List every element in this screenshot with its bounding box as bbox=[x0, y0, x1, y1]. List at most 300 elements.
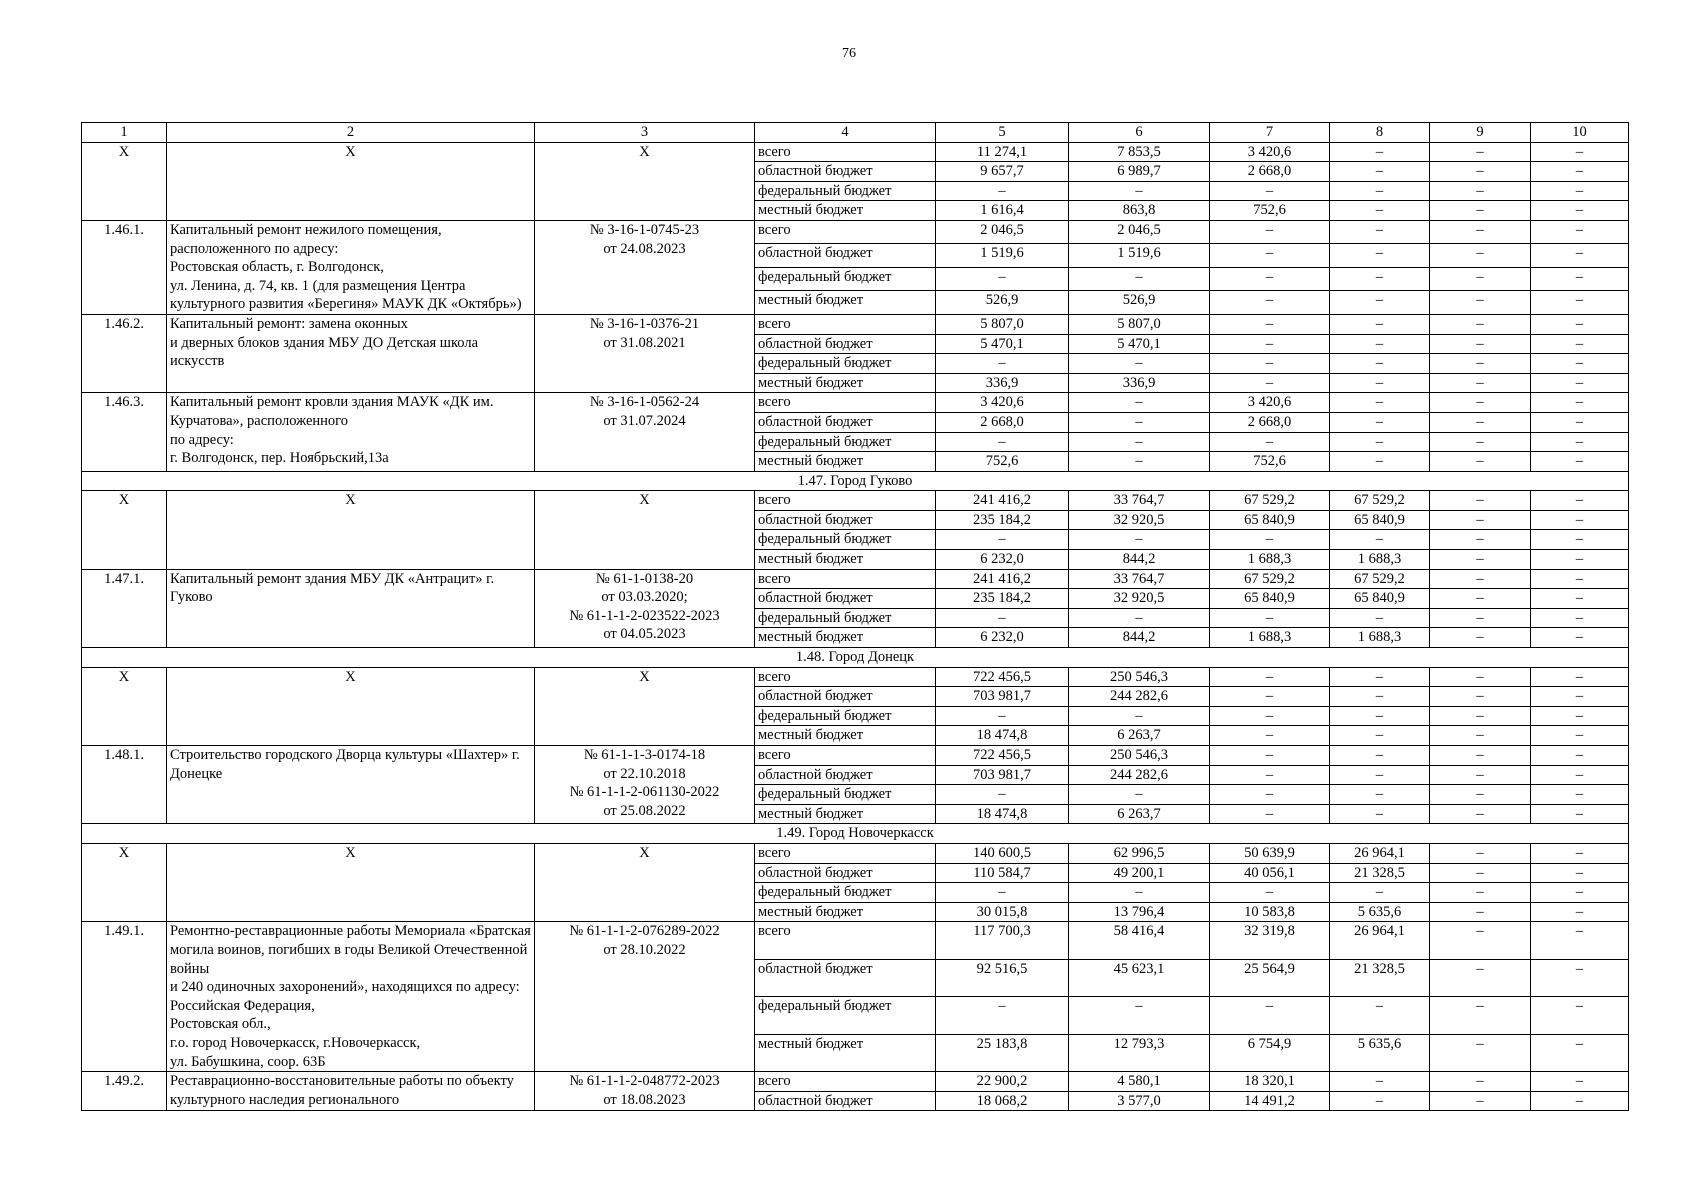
budget-value: – bbox=[1210, 181, 1330, 201]
budget-value: 722 456,5 bbox=[936, 746, 1069, 766]
budget-value: – bbox=[1069, 354, 1210, 374]
budget-value: – bbox=[1069, 706, 1210, 726]
item-name: Капитальный ремонт кровли здания МАУК «ДК им. Курчатова», расположенного по адресу: г. Волгодонск, пер. Ноябрьский,13а bbox=[167, 393, 535, 471]
budget-source: областной бюджет bbox=[755, 765, 936, 785]
budget-value: 3 577,0 bbox=[1069, 1091, 1210, 1111]
budget-value: – bbox=[1531, 373, 1629, 393]
budget-value: 18 474,8 bbox=[936, 726, 1069, 746]
budget-value: – bbox=[1210, 804, 1330, 824]
budget-value: 2 668,0 bbox=[1210, 162, 1330, 182]
budget-source: местный бюджет bbox=[755, 373, 936, 393]
budget-value: 18 068,2 bbox=[936, 1091, 1069, 1111]
budget-value: – bbox=[1430, 706, 1531, 726]
budget-value: – bbox=[1531, 959, 1629, 996]
budget-value: – bbox=[936, 706, 1069, 726]
budget-source: всего bbox=[755, 746, 936, 766]
budget-value: – bbox=[1430, 267, 1531, 290]
budget-value: – bbox=[1210, 765, 1330, 785]
budget-value: 6 263,7 bbox=[1069, 804, 1210, 824]
budget-value: – bbox=[1210, 785, 1330, 805]
budget-value: 2 668,0 bbox=[936, 412, 1069, 432]
budget-value: – bbox=[1430, 244, 1531, 267]
budget-value: – bbox=[1531, 334, 1629, 354]
budget-value: 336,9 bbox=[1069, 373, 1210, 393]
budget-value: 6 232,0 bbox=[936, 628, 1069, 648]
budget-source: всего bbox=[755, 667, 936, 687]
budget-source: федеральный бюджет bbox=[755, 267, 936, 290]
budget-source: областной бюджет bbox=[755, 412, 936, 432]
budget-source: местный бюджет bbox=[755, 1034, 936, 1071]
document-reference: X bbox=[535, 843, 755, 921]
budget-value: 4 580,1 bbox=[1069, 1072, 1210, 1092]
budget-value: – bbox=[1210, 530, 1330, 550]
budget-value: 3 420,6 bbox=[1210, 393, 1330, 413]
budget-value: – bbox=[1210, 726, 1330, 746]
budget-value: – bbox=[1531, 706, 1629, 726]
budget-value: – bbox=[1430, 491, 1531, 511]
budget-value: – bbox=[1531, 804, 1629, 824]
item-name: Капитальный ремонт: замена оконных и дверных блоков здания МБУ ДО Детская школа искусств bbox=[167, 314, 535, 392]
budget-value: – bbox=[936, 181, 1069, 201]
budget-value: – bbox=[1330, 883, 1430, 903]
budget-value: – bbox=[1430, 530, 1531, 550]
budget-value: – bbox=[1430, 354, 1531, 374]
budget-value: 30 015,8 bbox=[936, 902, 1069, 922]
budget-value: – bbox=[1430, 687, 1531, 707]
document-reference: X bbox=[535, 491, 755, 569]
budget-value: 18 474,8 bbox=[936, 804, 1069, 824]
budget-value: 21 328,5 bbox=[1330, 863, 1430, 883]
budget-value: – bbox=[1430, 883, 1531, 903]
budget-source: областной бюджет bbox=[755, 1091, 936, 1111]
budget-source: областной бюджет bbox=[755, 863, 936, 883]
budget-source: местный бюджет bbox=[755, 291, 936, 315]
budget-value: 6 989,7 bbox=[1069, 162, 1210, 182]
budget-value: – bbox=[1069, 452, 1210, 472]
budget-value: – bbox=[1210, 883, 1330, 903]
document-reference: № 61-1-0138-20 от 03.03.2020; № 61-1-1-2-023522-2023 от 04.05.2023 bbox=[535, 569, 755, 647]
budget-value: – bbox=[1531, 291, 1629, 315]
budget-value: – bbox=[1330, 706, 1430, 726]
budget-value: 33 764,7 bbox=[1069, 569, 1210, 589]
budget-value: – bbox=[1330, 608, 1430, 628]
budget-value: – bbox=[1531, 1072, 1629, 1092]
budget-value: 2 046,5 bbox=[1069, 220, 1210, 243]
budget-value: – bbox=[1531, 201, 1629, 221]
budget-value: – bbox=[1330, 667, 1430, 687]
column-number-cell: 7 bbox=[1210, 123, 1330, 143]
budget-value: – bbox=[1330, 291, 1430, 315]
item-name: Ремонтно-реставрационные работы Мемориала «Братская могила воинов, погибших в годы Великой Отечественной войны и 240 одиночных захоронений», находящихся по адресу: Российская Федерация, Ростовская обл., г.о. город Новочеркасск, г.Новочеркасск, ул. Бабушкина, соор. 63Б bbox=[167, 922, 535, 1072]
budget-value: – bbox=[1430, 922, 1531, 959]
budget-value: 241 416,2 bbox=[936, 569, 1069, 589]
budget-value: – bbox=[936, 997, 1069, 1034]
budget-source: всего bbox=[755, 843, 936, 863]
budget-value: 5 635,6 bbox=[1330, 902, 1430, 922]
document-reference: № 61-1-1-3-0174-18 от 22.10.2018 № 61-1-1-2-061130-2022 от 25.08.2022 bbox=[535, 746, 755, 824]
budget-value: 526,9 bbox=[1069, 291, 1210, 315]
budget-value: – bbox=[1330, 314, 1430, 334]
budget-value: – bbox=[1210, 667, 1330, 687]
budget-value: – bbox=[1531, 667, 1629, 687]
budget-value: – bbox=[1531, 687, 1629, 707]
budget-value: 5 635,6 bbox=[1330, 1034, 1430, 1071]
budget-value: 235 184,2 bbox=[936, 510, 1069, 530]
table-row bbox=[82, 922, 1629, 959]
budget-value: 752,6 bbox=[1210, 452, 1330, 472]
budget-value: 32 920,5 bbox=[1069, 510, 1210, 530]
budget-value: – bbox=[1430, 393, 1531, 413]
budget-value: – bbox=[1330, 452, 1430, 472]
budget-value: – bbox=[1531, 530, 1629, 550]
budget-value: – bbox=[1430, 997, 1531, 1034]
budget-source: областной бюджет bbox=[755, 959, 936, 996]
section-row bbox=[82, 471, 1629, 491]
budget-value: – bbox=[1210, 291, 1330, 315]
budget-value: – bbox=[1210, 220, 1330, 243]
budget-value: – bbox=[1430, 608, 1531, 628]
document-reference: № 3-16-1-0562-24 от 31.07.2024 bbox=[535, 393, 755, 471]
budget-value: – bbox=[1069, 530, 1210, 550]
budget-value: – bbox=[1531, 162, 1629, 182]
budget-value: 25 564,9 bbox=[1210, 959, 1330, 996]
document-reference: № 61-1-1-2-048772-2023 от 18.08.2023 bbox=[535, 1072, 755, 1111]
budget-source: всего bbox=[755, 314, 936, 334]
budget-value: 3 420,6 bbox=[936, 393, 1069, 413]
budget-value: – bbox=[1330, 244, 1430, 267]
budget-value: – bbox=[1430, 569, 1531, 589]
budget-value: – bbox=[1531, 181, 1629, 201]
budget-value: – bbox=[1430, 181, 1531, 201]
budget-value: – bbox=[1210, 687, 1330, 707]
document-reference: № 3-16-1-0745-23 от 24.08.2023 bbox=[535, 220, 755, 314]
budget-value: – bbox=[1430, 510, 1531, 530]
item-number: 1.46.2. bbox=[82, 314, 167, 392]
budget-value: 235 184,2 bbox=[936, 589, 1069, 609]
budget-value: – bbox=[1531, 510, 1629, 530]
item-number: X bbox=[82, 491, 167, 569]
budget-value: 6 263,7 bbox=[1069, 726, 1210, 746]
budget-source: федеральный бюджет bbox=[755, 181, 936, 201]
budget-value: – bbox=[1531, 244, 1629, 267]
budget-value: 7 853,5 bbox=[1069, 142, 1210, 162]
budget-value: 25 183,8 bbox=[936, 1034, 1069, 1071]
budget-value: – bbox=[1330, 1091, 1430, 1111]
budget-source: федеральный бюджет bbox=[755, 530, 936, 550]
budget-value: – bbox=[936, 354, 1069, 374]
column-number-cell: 4 bbox=[755, 123, 936, 143]
budget-source: всего bbox=[755, 393, 936, 413]
item-name: Строительство городского Дворца культуры «Шахтер» г. Донецке bbox=[167, 746, 535, 824]
budget-value: – bbox=[936, 785, 1069, 805]
budget-value: – bbox=[1210, 334, 1330, 354]
budget-value: – bbox=[1330, 373, 1430, 393]
item-name: Капитальный ремонт нежилого помещения, расположенного по адресу: Ростовская область, г. Волгодонск, ул. Ленина, д. 74, кв. 1 (для размещения Центра культурного развития «Берегиня» МАУК ДК «Октябрь») bbox=[167, 220, 535, 314]
item-name: Реставрационно-восстановительные работы по объекту культурного наследия регионального bbox=[167, 1072, 535, 1111]
budget-value: – bbox=[1330, 142, 1430, 162]
budget-value: – bbox=[1531, 589, 1629, 609]
budget-value: – bbox=[1430, 589, 1531, 609]
budget-value: – bbox=[1069, 393, 1210, 413]
budget-value: 250 546,3 bbox=[1069, 667, 1210, 687]
budget-source: областной бюджет bbox=[755, 162, 936, 182]
budget-value: – bbox=[1531, 746, 1629, 766]
budget-value: 62 996,5 bbox=[1069, 843, 1210, 863]
budget-value: – bbox=[1531, 997, 1629, 1034]
budget-value: – bbox=[1430, 314, 1531, 334]
budget-source: местный бюджет bbox=[755, 550, 936, 570]
budget-value: – bbox=[936, 267, 1069, 290]
budget-source: областной бюджет bbox=[755, 510, 936, 530]
budget-value: 12 793,3 bbox=[1069, 1034, 1210, 1071]
budget-value: 45 623,1 bbox=[1069, 959, 1210, 996]
budget-value: – bbox=[1531, 354, 1629, 374]
table-row bbox=[82, 314, 1629, 334]
budget-value: – bbox=[1430, 291, 1531, 315]
item-number: 1.49.1. bbox=[82, 922, 167, 1072]
budget-value: – bbox=[1210, 997, 1330, 1034]
budget-value: – bbox=[1531, 569, 1629, 589]
budget-value: – bbox=[1430, 1091, 1531, 1111]
budget-value: 10 583,8 bbox=[1210, 902, 1330, 922]
budget-value: – bbox=[1430, 162, 1531, 182]
budget-value: – bbox=[1531, 608, 1629, 628]
item-number: X bbox=[82, 843, 167, 921]
table-row bbox=[82, 220, 1629, 243]
budget-source: всего bbox=[755, 220, 936, 243]
budget-value: – bbox=[1069, 785, 1210, 805]
budget-value: 5 807,0 bbox=[1069, 314, 1210, 334]
budget-value: 244 282,6 bbox=[1069, 765, 1210, 785]
budget-value: – bbox=[1330, 181, 1430, 201]
budget-value: 336,9 bbox=[936, 373, 1069, 393]
budget-value: – bbox=[1330, 220, 1430, 243]
budget-value: 58 416,4 bbox=[1069, 922, 1210, 959]
budget-value: – bbox=[1430, 334, 1531, 354]
item-number: 1.46.3. bbox=[82, 393, 167, 471]
budget-value: 844,2 bbox=[1069, 550, 1210, 570]
budget-source: местный бюджет bbox=[755, 628, 936, 648]
document-reference: № 61-1-1-2-076289-2022 от 28.10.2022 bbox=[535, 922, 755, 1072]
budget-value: – bbox=[1430, 667, 1531, 687]
budget-value: 67 529,2 bbox=[1330, 569, 1430, 589]
budget-source: местный бюджет bbox=[755, 726, 936, 746]
budget-value: 67 529,2 bbox=[1210, 491, 1330, 511]
budget-value: 117 700,3 bbox=[936, 922, 1069, 959]
table-row bbox=[82, 746, 1629, 766]
budget-value: 1 688,3 bbox=[1210, 628, 1330, 648]
page-number: 76 bbox=[842, 46, 856, 61]
table-row bbox=[82, 667, 1629, 687]
budget-value: – bbox=[1330, 804, 1430, 824]
budget-value: – bbox=[1069, 883, 1210, 903]
budget-value: – bbox=[1531, 412, 1629, 432]
budget-value: 67 529,2 bbox=[1210, 569, 1330, 589]
budget-value: – bbox=[1330, 432, 1430, 452]
budget-value: – bbox=[1531, 142, 1629, 162]
budget-value: – bbox=[1330, 746, 1430, 766]
budget-value: – bbox=[1430, 785, 1531, 805]
budget-value: – bbox=[1430, 201, 1531, 221]
budget-value: – bbox=[936, 608, 1069, 628]
budget-value: – bbox=[1430, 746, 1531, 766]
budget-value: – bbox=[1210, 706, 1330, 726]
budget-source: местный бюджет bbox=[755, 902, 936, 922]
budget-value: – bbox=[1430, 1034, 1531, 1071]
column-number-cell: 9 bbox=[1430, 123, 1531, 143]
budget-value: 1 688,3 bbox=[1210, 550, 1330, 570]
budget-value: 22 900,2 bbox=[936, 1072, 1069, 1092]
item-number: 1.47.1. bbox=[82, 569, 167, 647]
budget-value: 67 529,2 bbox=[1330, 491, 1430, 511]
budget-value: – bbox=[1430, 432, 1531, 452]
budget-value: 65 840,9 bbox=[1330, 589, 1430, 609]
budget-value: – bbox=[1430, 902, 1531, 922]
budget-value: 5 470,1 bbox=[936, 334, 1069, 354]
budget-value: – bbox=[1069, 181, 1210, 201]
budget-source: местный бюджет bbox=[755, 452, 936, 472]
document-reference: № 3-16-1-0376-21 от 31.08.2021 bbox=[535, 314, 755, 392]
budget-value: 1 519,6 bbox=[936, 244, 1069, 267]
item-name: Капитальный ремонт здания МБУ ДК «Антрацит» г. Гуково bbox=[167, 569, 535, 647]
budget-source: областной бюджет bbox=[755, 334, 936, 354]
budget-value: – bbox=[1531, 452, 1629, 472]
budget-value: – bbox=[1430, 726, 1531, 746]
budget-source: областной бюджет bbox=[755, 244, 936, 267]
budget-value: – bbox=[1330, 334, 1430, 354]
budget-value: 1 688,3 bbox=[1330, 628, 1430, 648]
budget-source: областной бюджет bbox=[755, 589, 936, 609]
budget-value: – bbox=[1531, 1091, 1629, 1111]
budget-value: – bbox=[1330, 412, 1430, 432]
column-number-cell: 1 bbox=[82, 123, 167, 143]
budget-value: – bbox=[1069, 608, 1210, 628]
budget-value: – bbox=[1430, 959, 1531, 996]
budget-value: 26 964,1 bbox=[1330, 922, 1430, 959]
budget-value: – bbox=[1430, 804, 1531, 824]
budget-value: – bbox=[1210, 746, 1330, 766]
budget-value: – bbox=[936, 883, 1069, 903]
budget-value: 2 668,0 bbox=[1210, 412, 1330, 432]
table-row bbox=[82, 843, 1629, 863]
column-number-cell: 2 bbox=[167, 123, 535, 143]
item-number: 1.49.2. bbox=[82, 1072, 167, 1111]
budget-source: местный бюджет bbox=[755, 804, 936, 824]
budget-value: – bbox=[1330, 201, 1430, 221]
item-name: X bbox=[167, 667, 535, 745]
budget-value: – bbox=[1210, 608, 1330, 628]
budget-value: – bbox=[1531, 628, 1629, 648]
budget-source: федеральный бюджет bbox=[755, 354, 936, 374]
budget-value: – bbox=[1531, 314, 1629, 334]
budget-value: – bbox=[936, 530, 1069, 550]
budget-value: – bbox=[1069, 412, 1210, 432]
budget-value: 1 688,3 bbox=[1330, 550, 1430, 570]
budget-value: – bbox=[1430, 863, 1531, 883]
budget-value: – bbox=[1531, 785, 1629, 805]
budget-value: – bbox=[1069, 267, 1210, 290]
budget-value: 703 981,7 bbox=[936, 687, 1069, 707]
budget-source: федеральный бюджет bbox=[755, 997, 936, 1034]
budget-value: – bbox=[1430, 142, 1531, 162]
budget-value: – bbox=[1330, 765, 1430, 785]
budget-value: – bbox=[1430, 765, 1531, 785]
budget-source: областной бюджет bbox=[755, 687, 936, 707]
budget-source: федеральный бюджет bbox=[755, 706, 936, 726]
budget-value: 65 840,9 bbox=[1210, 510, 1330, 530]
budget-value: – bbox=[1069, 432, 1210, 452]
budget-value: – bbox=[1210, 432, 1330, 452]
budget-value: – bbox=[1330, 687, 1430, 707]
budget-value: 5 470,1 bbox=[1069, 334, 1210, 354]
budget-source: всего bbox=[755, 491, 936, 511]
budget-value: 49 200,1 bbox=[1069, 863, 1210, 883]
budget-value: 752,6 bbox=[1210, 201, 1330, 221]
table-row bbox=[82, 569, 1629, 589]
budget-value: – bbox=[1430, 452, 1531, 472]
section-title: 1.48. Город Донецк bbox=[82, 648, 1629, 668]
budget-value: 1 616,4 bbox=[936, 201, 1069, 221]
budget-source: федеральный бюджет bbox=[755, 432, 936, 452]
table-row bbox=[82, 393, 1629, 413]
item-number: X bbox=[82, 667, 167, 745]
document-reference: X bbox=[535, 142, 755, 220]
budget-value: – bbox=[1330, 785, 1430, 805]
budget-source: всего bbox=[755, 569, 936, 589]
budget-value: 3 420,6 bbox=[1210, 142, 1330, 162]
budget-value: – bbox=[1330, 997, 1430, 1034]
budget-source: всего bbox=[755, 922, 936, 959]
item-number: 1.48.1. bbox=[82, 746, 167, 824]
budget-source: местный бюджет bbox=[755, 201, 936, 221]
budget-value: – bbox=[1531, 922, 1629, 959]
column-number-cell: 5 bbox=[936, 123, 1069, 143]
item-number: 1.46.1. bbox=[82, 220, 167, 314]
budget-value: – bbox=[1430, 550, 1531, 570]
table-row bbox=[82, 1072, 1629, 1092]
budget-value: – bbox=[1330, 1072, 1430, 1092]
item-name: X bbox=[167, 843, 535, 921]
section-title: 1.49. Город Новочеркасск bbox=[82, 824, 1629, 844]
budget-value: 1 519,6 bbox=[1069, 244, 1210, 267]
budget-source: федеральный бюджет bbox=[755, 608, 936, 628]
budget-value: 5 807,0 bbox=[936, 314, 1069, 334]
budget-value: 244 282,6 bbox=[1069, 687, 1210, 707]
budget-value: – bbox=[1430, 1072, 1531, 1092]
budget-source: федеральный бюджет bbox=[755, 785, 936, 805]
item-name: X bbox=[167, 142, 535, 220]
budget-value: – bbox=[1430, 628, 1531, 648]
budget-value: 21 328,5 bbox=[1330, 959, 1430, 996]
budget-value: – bbox=[1531, 432, 1629, 452]
budget-value: – bbox=[1330, 267, 1430, 290]
budget-value: 752,6 bbox=[936, 452, 1069, 472]
column-number-cell: 10 bbox=[1531, 123, 1629, 143]
budget-value: – bbox=[1330, 354, 1430, 374]
budget-value: 250 546,3 bbox=[1069, 746, 1210, 766]
section-row bbox=[82, 824, 1629, 844]
budget-value: – bbox=[1210, 267, 1330, 290]
budget-value: – bbox=[1430, 843, 1531, 863]
budget-value: – bbox=[1531, 550, 1629, 570]
budget-value: 526,9 bbox=[936, 291, 1069, 315]
budget-value: 40 056,1 bbox=[1210, 863, 1330, 883]
budget-source: федеральный бюджет bbox=[755, 883, 936, 903]
budget-value: 863,8 bbox=[1069, 201, 1210, 221]
budget-value: 9 657,7 bbox=[936, 162, 1069, 182]
budget-value: – bbox=[1531, 491, 1629, 511]
column-number-cell: 8 bbox=[1330, 123, 1430, 143]
